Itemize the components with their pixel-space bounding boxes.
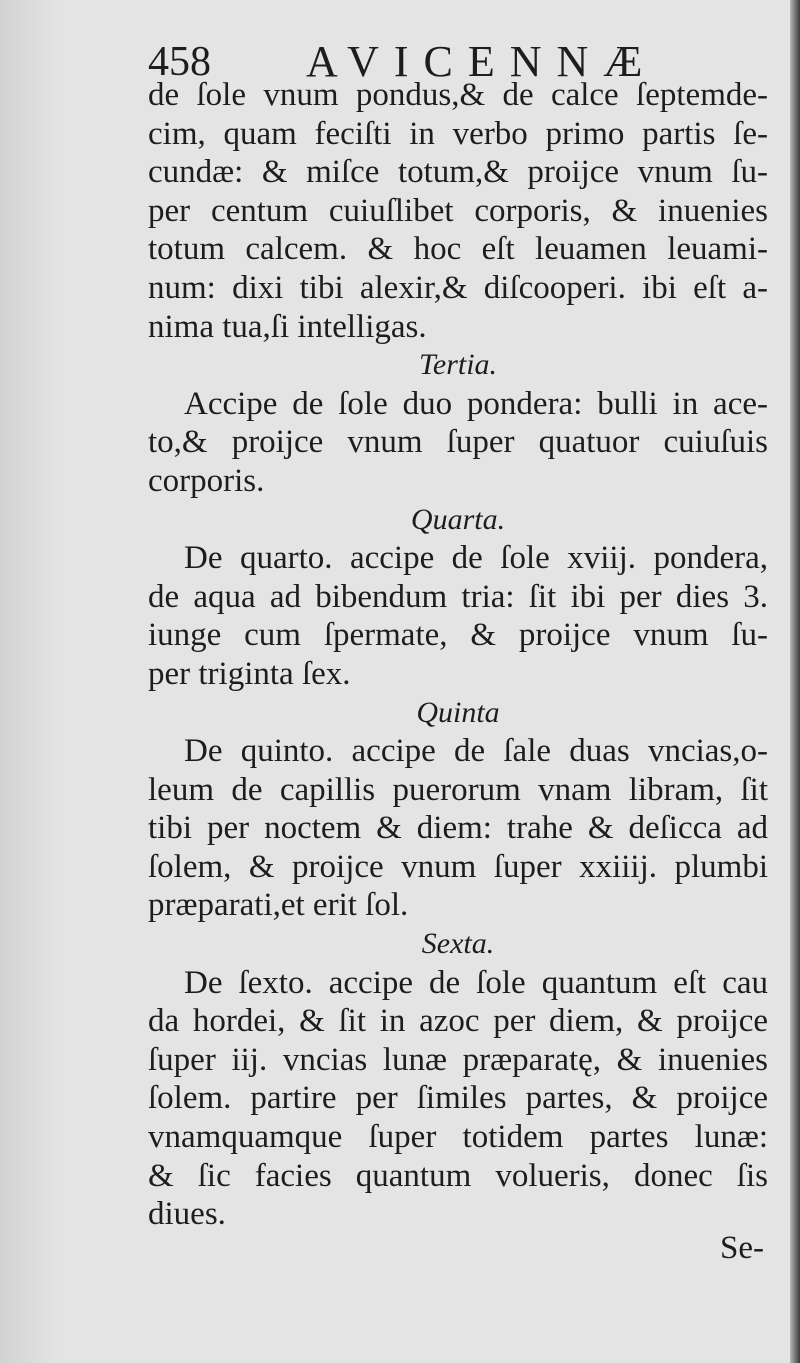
section-heading: Sexta. xyxy=(421,927,495,961)
page-edge xyxy=(790,0,800,1363)
text-line: to,& proijce vnum ſuper quatuor cuiuſuis xyxy=(148,424,768,461)
section-heading: Tertia. xyxy=(418,348,498,382)
text-line: totum calcem. & hoc eſt leuamen leuami- xyxy=(148,231,768,268)
page-shadow xyxy=(0,0,60,1363)
text-line: leum de capillis puerorum vnam libram, ſit xyxy=(148,771,768,808)
text-line: ſolem, & proijce vnum ſuper xxiiij. plumbi xyxy=(148,848,768,885)
paragraph xyxy=(148,539,768,693)
text-line: cundæ: & miſce totum,& proijce vnum ſu- xyxy=(148,154,768,191)
text-line: Accipe de ſole duo pondera: bulli in ace- xyxy=(184,385,768,422)
text-line: de aqua ad bibendum tria: ſit ibi per dies 3. xyxy=(148,578,768,615)
text-line: cim, quam feciſti in verbo primo partis ſe- xyxy=(148,115,768,152)
paragraph xyxy=(148,732,768,925)
text-line: iunge cum ſpermate, & proijce vnum ſu- xyxy=(148,617,768,654)
section-heading: Quinta xyxy=(416,695,500,729)
text-line: da hordei, & ſit in azoc per diem, & proijce xyxy=(148,1003,768,1040)
text-line: corporis. xyxy=(148,462,265,499)
text-line: De ſexto. accipe de ſole quantum eſt cau xyxy=(184,964,768,1001)
text-line: nima tua,ſi intelligas. xyxy=(148,308,427,345)
text-line: ſolem. partire per ſimiles partes, & proijce xyxy=(148,1080,768,1117)
text-line: num: dixi tibi alexir,& diſcooperi. ibi eſt a- xyxy=(148,269,768,306)
text-line: tibi per noctem & diem: trahe & deſicca ad xyxy=(148,810,768,847)
page-number: 458 xyxy=(148,39,211,85)
text-line: & ſic facies quantum volueris, donec ſis xyxy=(148,1157,768,1194)
text-line: præparati,et erit ſol. xyxy=(148,887,409,924)
text-line: de ſole vnum pondus,& de calce ſeptemde- xyxy=(148,77,768,113)
paragraph xyxy=(148,385,768,501)
section-heading: Quarta. xyxy=(410,502,506,536)
paragraph xyxy=(148,76,768,346)
main-text xyxy=(148,76,768,1234)
paragraph xyxy=(148,964,768,1234)
running-title: AVICENNÆ xyxy=(306,37,658,86)
text-line: De quinto. accipe de ſale duas vncias,o- xyxy=(184,733,768,770)
text-line: ſuper iij. vncias lunæ præparatę, & inuenies xyxy=(148,1041,768,1078)
text-line: diues. xyxy=(148,1196,226,1233)
text-line: vnamquamque ſuper totidem partes lunæ: xyxy=(148,1119,768,1156)
catchword: Se- xyxy=(720,1230,764,1266)
text-line: per centum cuiuſlibet corporis, & inuenies xyxy=(148,192,768,229)
text-line: De quarto. accipe de ſole xviij. pondera, xyxy=(184,540,768,577)
text-line: per triginta ſex. xyxy=(148,655,351,692)
